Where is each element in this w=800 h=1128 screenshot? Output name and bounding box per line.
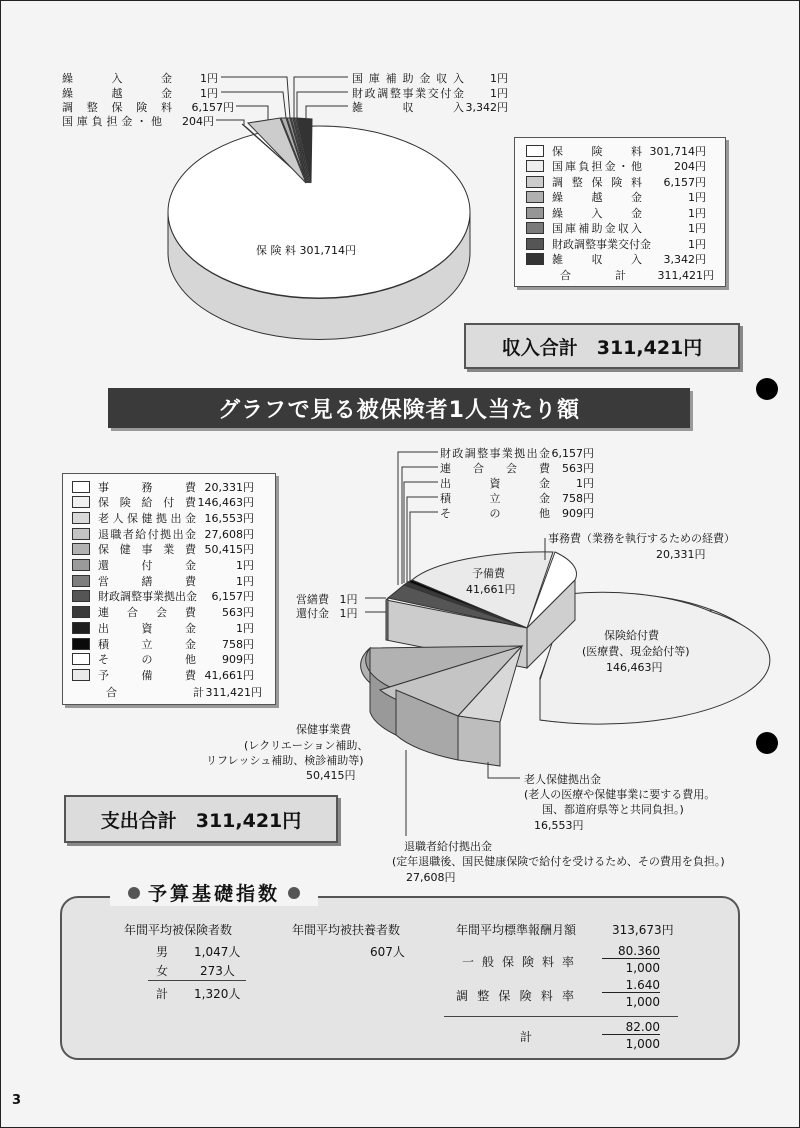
general-rate-label: 一般保険料率 [462,955,574,969]
expense-callout-top: 財政調整事業拠出金 6,157円 [440,447,594,460]
expense-legend-item [72,495,254,510]
dependents-header: 年間平均被扶養者数 [292,923,401,937]
expense-legend-item [72,542,254,557]
legend-swatch [526,191,544,203]
legend-label: 国庫負担金・他 [552,160,642,173]
legend-value: 1円 [236,621,254,635]
bullet-icon [288,887,300,899]
legend-swatch [526,145,544,157]
legend-label: 予備費 [98,668,196,682]
expense-legend-item [72,526,254,541]
expense-legend-item [72,667,254,682]
legend-value: 6,157円 [211,590,254,604]
bullet-icon [128,887,140,899]
legend-value: 204円 [674,160,706,173]
legend-label: その他 [98,653,196,667]
legend-swatch [526,238,544,250]
income-leader-zatsu [306,106,348,118]
legend-label: 繰入金 [552,206,642,220]
expense-legend-item [72,636,254,651]
legend-label: 積立金 [98,637,196,651]
legend-swatch [72,496,90,508]
callout-yobihi-title: 予備費 [472,567,505,580]
male-value: 1,047人 [194,945,241,959]
budget-title: 予算基礎指数 [148,883,281,905]
legend-swatch [72,543,90,555]
salary-value: 313,673円 [612,923,674,937]
legend-value: 1円 [688,237,706,251]
legend-value: 1円 [688,222,706,235]
callout-taishoku-title: 退職者給付拠出金 [404,840,492,853]
callout-yobihi-value: 41,661円 [466,583,516,596]
female-value: 273人 [200,964,235,978]
legend-swatch [526,207,544,219]
banner-title: グラフで見る被保険者1人当たり額 [218,397,580,423]
legend-value: 20,331円 [204,480,254,494]
expense-legend-item [72,479,254,494]
expense-legend-total: 合計 311,421円 [106,685,262,699]
legend-swatch [72,590,90,602]
legend-value: 27,608円 [204,527,254,541]
legend-value: 1円 [688,191,706,204]
expense-slice-eizen [386,598,388,640]
income-callout-kurikoshi: 繰越金 1円 [62,87,218,100]
income-legend-item [526,159,706,174]
income-legend-total: 合計 311,421円 [560,268,714,282]
income-legend-item [526,221,706,236]
expense-legend-item [72,558,254,573]
income-legend-item [526,252,706,267]
expense-legend-item [72,652,254,667]
callout-hoken-jigyo-value: 50,415円 [306,769,356,782]
callout-hoken-kyufu-note: (医療費、現金給付等) [582,645,690,658]
legend-value: 563円 [222,606,254,620]
legend-swatch [72,653,90,665]
general-rate-num: 80.360 [602,944,660,959]
callout-jimuhi-value: 20,331円 [656,548,706,561]
income-leader-chosei [236,106,268,120]
legend-swatch [526,160,544,172]
legend-value: 758円 [222,637,254,651]
income-legend-item [526,190,706,205]
legend-label: 保険給付費 [98,496,196,510]
callout-hoken-jigyo-note1: (レクリエーション補助、 [244,739,369,752]
legend-swatch [72,481,90,493]
budget-title-wrap [110,879,318,906]
salary-header: 年間平均標準報酬月額 [456,923,577,937]
callout-hoken-jigyo-title: 保健事業費 [296,723,351,736]
legend-value: 41,661円 [204,668,254,682]
income-legend-item [526,143,706,158]
income-leader-kokko [216,120,244,126]
callout-eizen: 営繕費 1円 [296,593,358,606]
expense-legend-item [72,510,254,525]
expense-legend-item [72,620,254,635]
legend-label: 還付金 [98,559,196,572]
insured-sum-value: 1,320人 [194,987,241,1001]
expense-slice-rojin-side [458,716,500,766]
legend-swatch [526,253,544,265]
legend-label: 保険料 [552,144,642,158]
general-rate-den: 1,000 [625,961,660,975]
callout-taishoku-value: 27,608円 [406,871,456,884]
callout-hoken-kyufu-title: 保険給付費 [604,629,659,642]
expense-legend-item [72,605,254,620]
callout-rojin-note2: 国、都道府県等と共同負担。) [542,803,684,816]
legend-swatch [72,606,90,618]
callout-kanpu: 還付金 1円 [296,607,358,620]
expense-legend-item [72,573,254,588]
legend-swatch [526,222,544,234]
legend-label: 雑収入 [552,253,642,266]
legend-swatch [72,669,90,681]
callout-rojin-title: 老人保健拠出金 [524,773,601,786]
rate-total-num: 82.00 [602,1020,660,1035]
income-main-label: 保 険 料 301,714円 [256,244,356,257]
legend-swatch [72,512,90,524]
legend-value: 1円 [236,559,254,572]
legend-label: 繰越金 [552,191,642,204]
expense-total-text: 支出合計 311,421円 [100,809,302,832]
rate-total-den: 1,000 [625,1037,660,1051]
income-total-text: 収入合計 311,421円 [501,336,703,359]
expense-callout-top: 連合会費 563円 [440,462,594,475]
callout-hoken-kyufu-value: 146,463円 [606,661,663,674]
callout-rojin-note1: (老人の医療や保健事業に要する費用。 [524,788,716,801]
income-leader-zaisei [297,92,348,118]
legend-value: 16,553円 [204,511,254,525]
expense-callout-top: 出資金 1円 [440,477,594,490]
legend-value: 3,342円 [663,253,706,266]
legend-label: 財政調整事業拠出金 [98,590,197,604]
legend-label: 財政調整事業交付金 [552,237,651,251]
rate-total-label: 計 [520,1030,533,1044]
expense-callout-top: その他 909円 [440,507,594,520]
income-callout-kokko: 国庫負担金・他 204円 [62,115,214,128]
rate-divider [444,1016,678,1017]
legend-swatch [72,622,90,634]
insured-divider [148,980,246,981]
income-total-box [464,323,740,369]
legend-swatch [526,176,544,188]
legend-value: 301,714円 [649,144,706,158]
income-legend-item [526,174,706,189]
income-callout-zatsu: 雑収入 3,342円 [352,101,508,114]
legend-swatch [72,528,90,540]
income-leader-hojokin [294,77,348,118]
callout-jimuhi-title: 事務費（業務を執行するための経費） [548,532,735,545]
legend-value: 146,463円 [197,496,254,510]
legend-swatch [72,559,90,571]
income-callout-hojokin: 国庫補助金収入 1円 [352,72,508,85]
dependents-value: 607人 [370,945,405,959]
insured-sum-label: 計 [156,987,169,1001]
legend-value: 6,157円 [663,175,706,189]
legend-swatch [72,575,90,587]
income-callout-chosei: 調整保険料 6,157円 [62,101,234,114]
legend-label: 連合会費 [98,606,196,620]
legend-label: 事務費 [98,480,196,494]
legend-label: 国庫補助金収入 [552,222,642,235]
legend-swatch [72,638,90,650]
female-label: 女 [156,964,169,978]
legend-label: 出資金 [98,621,196,635]
callout-rojin-value: 16,553円 [534,819,584,832]
insured-header: 年間平均被保険者数 [124,923,233,937]
income-callout-zaisei: 財政調整事業交付金 1円 [352,87,508,100]
male-label: 男 [156,945,169,959]
section-banner [108,388,690,428]
legend-value: 1円 [688,206,706,220]
adjust-rate-den: 1,000 [625,995,660,1009]
page-number: 3 [12,1093,22,1108]
legend-label: 調整保険料 [552,175,642,189]
income-legend-item [526,236,706,251]
legend-label: 退職者給付拠出金 [98,527,196,541]
income-slice-hokenryo [168,126,470,298]
callout-taishoku-note: (定年退職後、国民健康保険で給付を受けるため、その費用を負担。) [392,855,725,868]
adjust-rate-label: 調整保険料率 [456,989,574,1003]
expense-callout-top: 積立金 758円 [440,492,594,505]
expense-legend-item [72,589,254,604]
legend-label: 老人保健拠出金 [98,511,196,525]
legend-label: 保健事業費 [98,543,196,557]
legend-label: 営繕費 [98,574,196,588]
income-callout-kuriire: 繰入金 1円 [62,72,218,85]
income-legend-item [526,205,706,220]
legend-value: 1円 [236,574,254,588]
legend-value: 50,415円 [204,543,254,557]
expense-total-box [64,795,338,843]
adjust-rate-num: 1.640 [602,978,660,993]
callout-hoken-jigyo-note2: リフレッシュ補助、検診補助等) [206,754,364,767]
legend-value: 909円 [222,653,254,667]
